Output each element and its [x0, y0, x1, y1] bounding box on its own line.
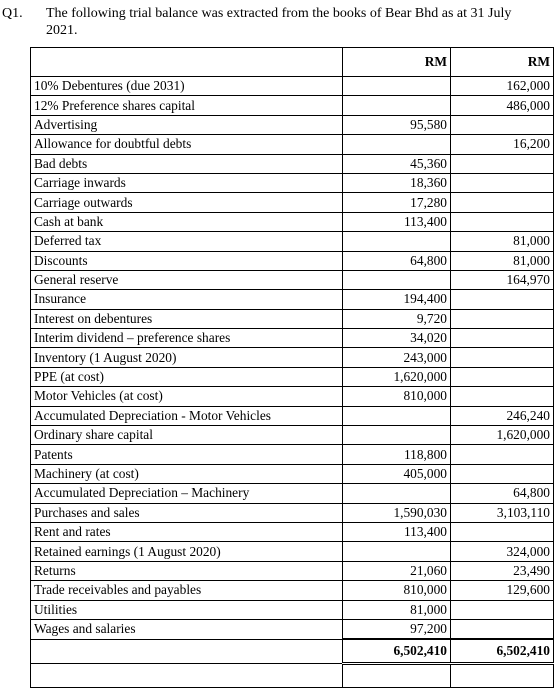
table-row [31, 367, 554, 386]
table-row [31, 193, 554, 212]
credit-amount-cell [451, 193, 554, 212]
account-name-cell: Wages and salaries [31, 619, 343, 639]
totals-label-cell [31, 639, 343, 664]
debit-amount-cell: 97,200 [343, 619, 451, 639]
credit-amount-cell: 3,103,110 [451, 503, 554, 522]
credit-total-cell: 6,502,410 [451, 639, 554, 664]
table-row [31, 484, 554, 503]
account-name-cell: Carriage outwards [31, 193, 343, 212]
table-row [31, 503, 554, 522]
credit-amount-cell: 162,000 [451, 77, 554, 96]
credit-amount-cell [451, 600, 554, 619]
account-name-cell: Advertising [31, 115, 343, 134]
credit-amount-cell [451, 290, 554, 309]
table-row [31, 77, 554, 96]
account-name-cell: Insurance [31, 290, 343, 309]
table-row [31, 387, 554, 406]
blank-cell [451, 664, 554, 688]
header-blank-cell [31, 48, 343, 77]
table-row [31, 561, 554, 580]
credit-amount-cell [451, 212, 554, 231]
debit-amount-cell [343, 232, 451, 251]
account-name-cell: Discounts [31, 251, 343, 270]
debit-amount-cell: 810,000 [343, 581, 451, 600]
account-name-cell: Rent and rates [31, 522, 343, 541]
table-row [31, 251, 554, 270]
credit-amount-cell [451, 329, 554, 348]
table-row [31, 445, 554, 464]
table-header-row [31, 48, 554, 77]
debit-amount-cell [343, 77, 451, 96]
debit-amount-cell: 34,020 [343, 329, 451, 348]
table-row [31, 406, 554, 425]
credit-amount-cell [451, 173, 554, 192]
credit-amount-cell: 81,000 [451, 251, 554, 270]
credit-amount-cell: 246,240 [451, 406, 554, 425]
account-name-cell: Returns [31, 561, 343, 580]
debit-amount-cell: 17,280 [343, 193, 451, 212]
double-underline-row [31, 664, 554, 688]
table-row [31, 135, 554, 154]
credit-amount-cell: 81,000 [451, 232, 554, 251]
account-name-cell: Interest on debentures [31, 309, 343, 328]
table-row [31, 348, 554, 367]
debit-column-header: RM [343, 48, 451, 77]
table-row [31, 600, 554, 619]
credit-amount-cell [451, 464, 554, 483]
account-name-cell: Accumulated Depreciation - Motor Vehicles [31, 406, 343, 425]
account-name-cell: PPE (at cost) [31, 367, 343, 386]
credit-amount-cell: 23,490 [451, 561, 554, 580]
account-name-cell: Allowance for doubtful debts [31, 135, 343, 154]
debit-amount-cell: 1,620,000 [343, 367, 451, 386]
account-name-cell: Bad debts [31, 154, 343, 173]
credit-amount-cell: 164,970 [451, 270, 554, 289]
account-name-cell: Interim dividend – preference shares [31, 329, 343, 348]
credit-amount-cell [451, 154, 554, 173]
table-row [31, 309, 554, 328]
debit-amount-cell [343, 270, 451, 289]
debit-amount-cell [343, 406, 451, 425]
debit-amount-cell: 113,400 [343, 522, 451, 541]
account-name-cell: Patents [31, 445, 343, 464]
debit-amount-cell: 45,360 [343, 154, 451, 173]
account-name-cell: 10% Debentures (due 2031) [31, 77, 343, 96]
debit-total-cell: 6,502,410 [343, 639, 451, 664]
debit-amount-cell: 405,000 [343, 464, 451, 483]
credit-amount-cell: 486,000 [451, 96, 554, 115]
question-text: The following trial balance was extracted from the books of Bear Bhd as at 31 July 2021. [46, 6, 512, 38]
account-name-cell: Carriage inwards [31, 173, 343, 192]
debit-amount-cell [343, 426, 451, 445]
debit-amount-cell [343, 484, 451, 503]
table-row [31, 173, 554, 192]
credit-amount-cell [451, 115, 554, 134]
debit-amount-cell: 18,360 [343, 173, 451, 192]
account-name-cell: Machinery (at cost) [31, 464, 343, 483]
table-row [31, 290, 554, 309]
table-row [31, 522, 554, 541]
account-name-cell: Cash at bank [31, 212, 343, 231]
table-row [31, 115, 554, 134]
table-row [31, 329, 554, 348]
table-row [31, 542, 554, 561]
account-name-cell: Purchases and sales [31, 503, 343, 522]
credit-amount-cell [451, 619, 554, 639]
credit-amount-cell: 64,800 [451, 484, 554, 503]
account-name-cell: Motor Vehicles (at cost) [31, 387, 343, 406]
credit-amount-cell: 324,000 [451, 542, 554, 561]
blank-cell [31, 664, 343, 688]
credit-amount-cell: 1,620,000 [451, 426, 554, 445]
credit-amount-cell [451, 387, 554, 406]
credit-amount-cell [451, 348, 554, 367]
account-name-cell: Trade receivables and payables [31, 581, 343, 600]
debit-amount-cell: 243,000 [343, 348, 451, 367]
account-name-cell: 12% Preference shares capital [31, 96, 343, 115]
debit-amount-cell: 81,000 [343, 600, 451, 619]
table-row [31, 581, 554, 600]
account-name-cell: Utilities [31, 600, 343, 619]
account-name-cell: Deferred tax [31, 232, 343, 251]
debit-amount-cell [343, 96, 451, 115]
blank-cell [343, 664, 451, 688]
trial-balance-table [30, 47, 554, 688]
table-row [31, 96, 554, 115]
debit-amount-cell: 95,580 [343, 115, 451, 134]
credit-column-header: RM [451, 48, 554, 77]
question-number: Q1. [2, 6, 23, 21]
credit-amount-cell: 129,600 [451, 581, 554, 600]
table-row [31, 212, 554, 231]
credit-amount-cell [451, 309, 554, 328]
debit-amount-cell: 810,000 [343, 387, 451, 406]
account-name-cell: Inventory (1 August 2020) [31, 348, 343, 367]
debit-amount-cell: 9,720 [343, 309, 451, 328]
debit-amount-cell: 113,400 [343, 212, 451, 231]
table-row [31, 619, 554, 639]
credit-amount-cell [451, 445, 554, 464]
table-row [31, 426, 554, 445]
debit-amount-cell: 1,590,030 [343, 503, 451, 522]
credit-amount-cell [451, 522, 554, 541]
table-row [31, 270, 554, 289]
account-name-cell: Retained earnings (1 August 2020) [31, 542, 343, 561]
table-row [31, 232, 554, 251]
debit-amount-cell: 194,400 [343, 290, 451, 309]
debit-amount-cell: 64,800 [343, 251, 451, 270]
table-row [31, 154, 554, 173]
debit-amount-cell [343, 135, 451, 154]
debit-amount-cell: 118,800 [343, 445, 451, 464]
debit-amount-cell: 21,060 [343, 561, 451, 580]
account-name-cell: Ordinary share capital [31, 426, 343, 445]
account-name-cell: Accumulated Depreciation – Machinery [31, 484, 343, 503]
table-row [31, 464, 554, 483]
credit-amount-cell [451, 367, 554, 386]
debit-amount-cell [343, 542, 451, 561]
account-name-cell: General reserve [31, 270, 343, 289]
totals-row [31, 639, 554, 664]
credit-amount-cell: 16,200 [451, 135, 554, 154]
